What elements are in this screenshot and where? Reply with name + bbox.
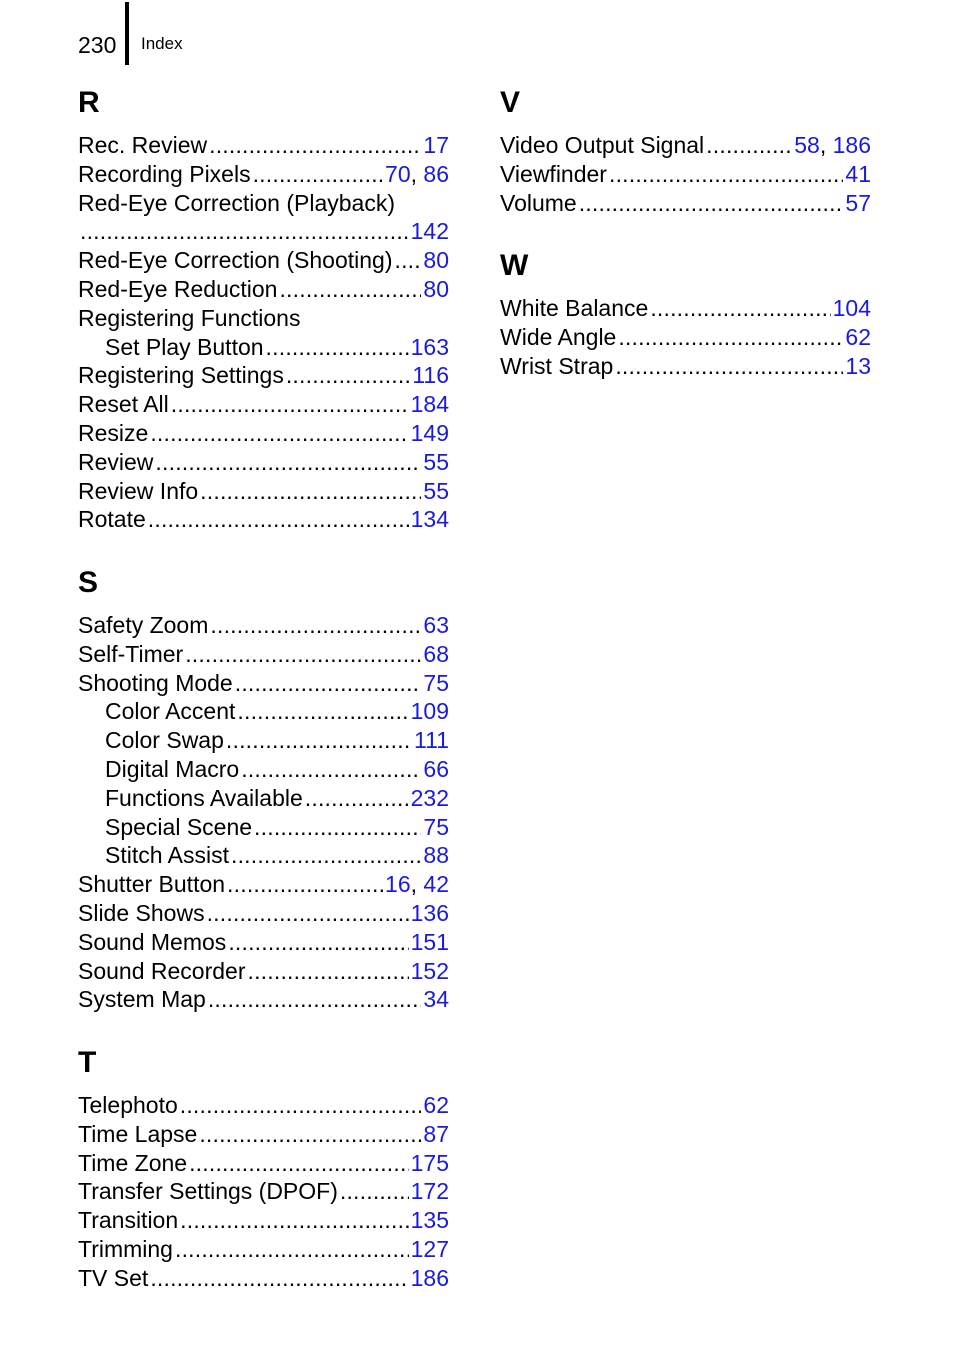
index-subentry [78, 697, 449, 726]
index-entry [78, 1206, 449, 1235]
page-link[interactable]: 232 [410, 784, 449, 811]
page-refs [385, 160, 449, 189]
dot-leader [579, 189, 844, 218]
dot-leader [171, 390, 409, 419]
page-refs [423, 1091, 449, 1120]
page-refs [411, 784, 449, 813]
section-letter-w: W [500, 249, 529, 282]
index-subentry [78, 755, 449, 784]
index-term: Review Info [78, 477, 199, 504]
index-entry [78, 1091, 449, 1120]
page-refs [411, 505, 449, 534]
dot-leader [279, 275, 421, 304]
page-refs [411, 1177, 449, 1206]
index-term: Transition [78, 1207, 179, 1234]
dot-leader [706, 131, 792, 160]
index-term: Wide Angle [500, 323, 617, 350]
dot-leader [227, 870, 383, 899]
page-link[interactable]: 16 [385, 871, 411, 898]
dot-leader [180, 1091, 422, 1120]
dot-leader [200, 477, 421, 506]
page-refs [411, 1235, 449, 1264]
index-entry [78, 477, 449, 506]
index-entry [78, 131, 449, 160]
page-refs [414, 726, 449, 755]
index-term: Self-Timer [78, 640, 184, 667]
page-link[interactable]: 75 [423, 813, 449, 840]
dot-leader [618, 323, 843, 352]
index-term: Time Lapse [78, 1120, 198, 1147]
page-refs [423, 755, 449, 784]
index-term: Sound Recorder [78, 957, 246, 984]
page-refs [845, 323, 871, 352]
index-term: Functions Available [105, 784, 303, 811]
index-entry [78, 640, 449, 669]
page-link[interactable]: 152 [410, 957, 449, 984]
dot-leader [248, 957, 409, 986]
page-link[interactable]: 104 [832, 295, 871, 321]
index-term: Volume [500, 189, 577, 216]
index-term: Recording Pixels [78, 160, 251, 187]
index-term: Transfer Settings (DPOF) [78, 1178, 338, 1205]
index-term: Red-Eye Reduction [78, 276, 278, 302]
index-entry [78, 189, 449, 218]
index-entry [500, 323, 871, 352]
dot-leader [650, 294, 830, 323]
index-term: Rec. Review [78, 132, 208, 158]
dot-leader [305, 784, 409, 813]
dot-leader [340, 1177, 409, 1206]
index-term: Review [78, 448, 154, 475]
page-link[interactable]: 149 [410, 420, 449, 446]
page-refs [423, 1120, 449, 1149]
dot-leader [155, 448, 421, 477]
page-refs [845, 189, 871, 218]
index-entry [78, 448, 449, 477]
index-entry [78, 246, 449, 275]
page-refs [411, 419, 449, 448]
page-link[interactable]: 63 [423, 612, 449, 638]
dot-leader [241, 755, 421, 784]
dot-leader [207, 899, 409, 928]
page-link[interactable]: 57 [845, 189, 871, 216]
dot-leader [148, 505, 409, 534]
page-refs [423, 246, 449, 275]
page-link[interactable]: 62 [845, 323, 871, 350]
page-refs [411, 333, 449, 362]
index-entry [500, 160, 871, 189]
page-refs [411, 1264, 449, 1293]
index-term: Time Zone [78, 1149, 188, 1176]
page-link[interactable]: 75 [423, 669, 449, 696]
index-subentry [78, 813, 449, 842]
page-refs [411, 697, 449, 726]
header-title: Index [141, 34, 183, 53]
index-entry [500, 189, 871, 218]
page-refs [794, 131, 871, 160]
index-entry [78, 390, 449, 419]
index-entry [78, 160, 449, 189]
dot-leader [150, 419, 408, 448]
header-divider [125, 2, 129, 65]
dot-leader [394, 246, 421, 275]
dot-leader [175, 1235, 409, 1264]
page-link[interactable]: 34 [423, 986, 449, 1013]
page-link[interactable]: 88 [423, 842, 449, 869]
index-term: TV Set [78, 1264, 149, 1291]
dot-leader [286, 361, 410, 390]
page-link[interactable]: 66 [423, 756, 449, 782]
index-term: Red-Eye Correction (Shooting) [78, 247, 393, 274]
dot-leader [609, 160, 843, 189]
page-link[interactable]: 135 [410, 1207, 449, 1234]
page-refs [423, 448, 449, 477]
index-term: Telephoto [78, 1092, 178, 1118]
index-subentry [78, 841, 449, 870]
page-refs [423, 477, 449, 506]
page-link[interactable]: 175 [410, 1149, 449, 1176]
page-link[interactable]: 87 [423, 1120, 449, 1147]
dot-leader [235, 669, 422, 698]
page-separator: , [410, 160, 424, 187]
index-entry [78, 419, 449, 448]
index-entry [78, 1264, 449, 1293]
index-entry [78, 505, 449, 534]
index-term: Registering Settings [78, 362, 284, 389]
page-link[interactable]: 186 [410, 1264, 449, 1291]
index-term: Video Output Signal [500, 132, 705, 158]
page-refs [411, 217, 449, 246]
page-separator: , [410, 871, 424, 898]
index-entry [78, 928, 449, 957]
page-refs [845, 352, 871, 381]
index-term: Red-Eye Correction (Playback) [78, 189, 396, 216]
page-separator: , [819, 132, 833, 158]
dot-leader [231, 841, 421, 870]
page-refs [385, 870, 449, 899]
page-link[interactable]: 172 [410, 1178, 449, 1205]
page-link[interactable]: 142 [410, 218, 449, 245]
page-refs [423, 841, 449, 870]
index-term: Stitch Assist [105, 842, 229, 869]
dot-leader [189, 1149, 409, 1178]
dot-leader [266, 333, 409, 362]
page-link[interactable]: 127 [410, 1236, 449, 1262]
index-entry [78, 669, 449, 698]
index-entry [78, 217, 449, 246]
page-refs [423, 985, 449, 1014]
page-link[interactable]: 70 [385, 160, 411, 187]
page-link[interactable]: 116 [412, 362, 449, 389]
index-term: Wrist Strap [500, 352, 614, 379]
dot-leader [180, 1206, 408, 1235]
dot-leader [80, 217, 409, 246]
dot-leader [254, 813, 421, 842]
page-link[interactable]: 109 [410, 698, 449, 725]
index-term: Resize [78, 420, 149, 446]
index-entry [78, 1120, 449, 1149]
page-link[interactable]: 80 [423, 276, 449, 302]
index-entry [78, 275, 449, 304]
index-term: Viewfinder [500, 160, 607, 187]
index-term: System Map [78, 986, 206, 1013]
page-refs [423, 275, 449, 304]
index-term: Sound Memos [78, 928, 227, 955]
page-refs [423, 813, 449, 842]
index-subentry [78, 784, 449, 813]
section-letter-v: V [500, 86, 521, 119]
dot-leader [226, 726, 412, 755]
section-letter-r: R [78, 86, 100, 119]
page-link[interactable]: 58 [794, 132, 820, 158]
page-number: 230 [78, 32, 117, 58]
page-link[interactable]: 62 [423, 1092, 449, 1118]
index-term: Safety Zoom [78, 612, 209, 638]
dot-leader [237, 697, 408, 726]
dot-leader [615, 352, 843, 381]
page-link[interactable]: 111 [414, 727, 449, 754]
dot-leader [228, 928, 408, 957]
index-entry [78, 1149, 449, 1178]
page-refs [423, 669, 449, 698]
dot-leader [185, 640, 421, 669]
index-entry [78, 985, 449, 1014]
page-refs [423, 611, 449, 640]
page-link[interactable]: 55 [423, 477, 449, 504]
page-link[interactable]: 186 [832, 132, 871, 158]
index-subentry [78, 726, 449, 755]
page-link[interactable]: 86 [423, 160, 449, 187]
index-term: Shutter Button [78, 871, 226, 898]
dot-leader [199, 1120, 421, 1149]
index-term: Color Accent [105, 698, 236, 725]
page-refs [411, 1206, 449, 1235]
page-link[interactable]: 13 [845, 352, 871, 379]
page-link[interactable]: 68 [423, 640, 449, 667]
index-entry [500, 131, 871, 160]
page-link[interactable]: 151 [410, 928, 449, 955]
page-link[interactable]: 184 [410, 391, 449, 418]
index-term: Slide Shows [78, 900, 205, 926]
index-term: Shooting Mode [78, 669, 233, 696]
page-refs [411, 957, 449, 986]
index-term: Set Play Button [105, 333, 264, 360]
index-entry [500, 294, 871, 323]
page-refs [423, 131, 449, 160]
index-entry [78, 899, 449, 928]
index-entry [78, 361, 449, 390]
page-link[interactable]: 80 [423, 247, 449, 274]
dot-leader [208, 985, 422, 1014]
index-entry [500, 352, 871, 381]
index-entry [78, 870, 449, 899]
dot-leader [209, 131, 421, 160]
page-link[interactable]: 41 [845, 160, 871, 187]
index-term: Reset All [78, 391, 169, 418]
index-entry [78, 304, 449, 333]
index-term: Trimming [78, 1236, 173, 1262]
page-link[interactable]: 163 [410, 333, 449, 360]
index-entry [78, 611, 449, 640]
page-link[interactable]: 134 [410, 506, 449, 533]
index-term: Special Scene [105, 813, 253, 840]
page-refs [833, 294, 871, 323]
index-term: Digital Macro [105, 756, 240, 782]
page-link[interactable]: 136 [410, 900, 449, 926]
page-link[interactable]: 42 [423, 871, 449, 898]
index-entry [78, 1177, 449, 1206]
section-letter-t: T [78, 1046, 97, 1079]
page-link[interactable]: 55 [423, 448, 449, 475]
index-term: Rotate [78, 506, 146, 533]
dot-leader [150, 1264, 408, 1293]
page-refs [411, 1149, 449, 1178]
dot-leader [210, 611, 421, 640]
section-letter-s: S [78, 566, 99, 599]
page-refs [845, 160, 871, 189]
index-term: Color Swap [105, 727, 224, 754]
index-term: Registering Functions [78, 304, 301, 331]
page-refs [411, 899, 449, 928]
dot-leader [253, 160, 383, 189]
page-refs [411, 390, 449, 419]
page-refs [411, 928, 449, 957]
index-subentry [78, 333, 449, 362]
index-term: White Balance [500, 295, 649, 321]
page-refs [412, 361, 449, 390]
index-entry [78, 957, 449, 986]
page-refs [423, 640, 449, 669]
page-link[interactable]: 17 [423, 132, 449, 158]
index-entry [78, 1235, 449, 1264]
